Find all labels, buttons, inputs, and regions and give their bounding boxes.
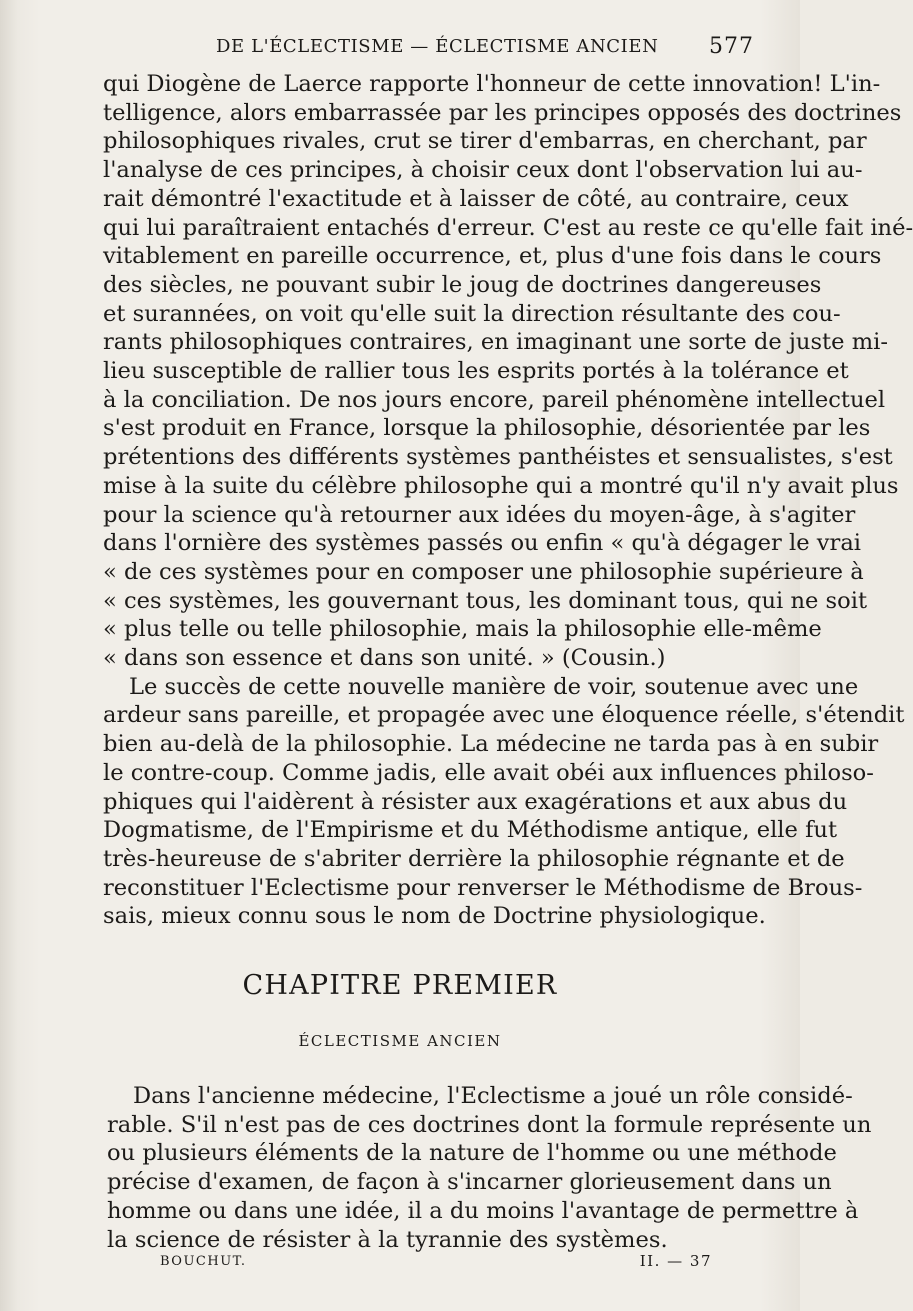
text-line: reconstituer l'Eclectisme pour renverser le Méthodisme de Brous- bbox=[103, 874, 863, 901]
page-header bbox=[104, 32, 754, 66]
text-line: bien au-delà de la philosophie. La médecine ne tarda pas à en subir bbox=[103, 731, 879, 758]
text-line: la science de résister à la tyrannie des systèmes. bbox=[107, 1226, 668, 1253]
text-line: à la conciliation. De nos jours encore, pareil phénomène intellectuel bbox=[103, 386, 886, 413]
running-title: DE L'ÉCLECTISME — ÉCLECTISME ANCIEN bbox=[216, 36, 659, 57]
text-line: qui Diogène de Laerce rapporte l'honneur de cette innovation! L'in- bbox=[103, 71, 881, 97]
text-line: le contre-coup. Comme jadis, elle avait obéi aux influences philoso- bbox=[103, 759, 874, 786]
text-line: homme ou dans une idée, il a du moins l'avantage de permettre à bbox=[107, 1197, 859, 1224]
text-line: Dans l'ancienne médecine, l'Eclectisme a joué un rôle considé- bbox=[133, 1083, 853, 1109]
text-line: philosophiques rivales, crut se tirer d'embarras, en cherchant, par bbox=[103, 128, 867, 155]
text-line: et surannées, on voit qu'elle suit la direction résultante des cou- bbox=[103, 300, 841, 327]
page-footer bbox=[160, 1254, 712, 1276]
text-line: rants philosophiques contraires, en imaginant une sorte de juste mi- bbox=[103, 329, 888, 356]
paragraph-1 bbox=[103, 70, 913, 673]
text-line: précise d'examen, de façon à s'incarner glorieusement dans un bbox=[107, 1169, 832, 1196]
text-line: « plus telle ou telle philosophie, mais la philosophie elle-même bbox=[103, 616, 822, 643]
text-line: s'est produit en France, lorsque la philosophie, désorientée par les bbox=[103, 415, 871, 442]
text-line: ou plusieurs éléments de la nature de l'homme ou une méthode bbox=[107, 1140, 837, 1167]
text-line: vitablement en pareille occurrence, et, plus d'une fois dans le cours bbox=[103, 243, 882, 270]
body-text bbox=[103, 70, 913, 931]
text-line: telligence, alors embarrassée par les principes opposés des doctrines bbox=[103, 99, 902, 126]
text-line: mise à la suite du célèbre philosophe qui a montré qu'il n'y avait plus bbox=[103, 472, 899, 499]
text-line: des siècles, ne pouvant subir le joug de doctrines dangereuses bbox=[103, 271, 822, 298]
text-line: « dans son essence et dans son unité. » (Cousin.) bbox=[103, 645, 666, 672]
text-line: sais, mieux connu sous le nom de Doctrine physiologique. bbox=[103, 903, 766, 930]
section-title: ÉCLECTISME ANCIEN bbox=[298, 1032, 502, 1050]
signature-mark-author: BOUCHUT. bbox=[160, 1254, 247, 1269]
text-line: lieu susceptible de rallier tous les esprits portés à la tolérance et bbox=[103, 358, 849, 385]
paragraph-2 bbox=[103, 673, 905, 931]
text-line: rait démontré l'exactitude et à laisser de côté, au contraire, ceux bbox=[103, 185, 849, 212]
body-text-chapter bbox=[107, 1082, 872, 1254]
text-line: Le succès de cette nouvelle manière de voir, soutenue avec une bbox=[129, 673, 859, 700]
chapter-title: CHAPITRE PREMIER bbox=[242, 970, 558, 1001]
text-line: Dogmatisme, de l'Empirisme et du Méthodisme antique, elle fut bbox=[103, 817, 838, 844]
text-line: qui lui paraîtraient entachés d'erreur. C'est au reste ce qu'elle fait iné- bbox=[103, 214, 913, 241]
text-line: phiques qui l'aidèrent à résister aux exagérations et aux abus du bbox=[103, 788, 848, 815]
text-line: très-heureuse de s'abriter derrière la philosophie régnante et de bbox=[103, 845, 845, 872]
text-line: ardeur sans pareille, et propagée avec une éloquence réelle, s'étendit bbox=[103, 702, 905, 729]
text-line: « ces systèmes, les gouvernant tous, les dominant tous, qui ne soit bbox=[103, 587, 868, 614]
signature-mark-volume: II. — 37 bbox=[639, 1252, 712, 1270]
text-line: pour la science qu'à retourner aux idées du moyen-âge, à s'agiter bbox=[103, 501, 856, 528]
paragraph-3 bbox=[107, 1082, 872, 1254]
text-line: rable. S'il n'est pas de ces doctrines dont la formule représente un bbox=[107, 1111, 872, 1138]
text-line: l'analyse de ces principes, à choisir ceux dont l'observation lui au- bbox=[103, 157, 863, 184]
text-line: prétentions des différents systèmes panthéistes et sensualistes, s'est bbox=[103, 444, 893, 471]
text-line: « de ces systèmes pour en composer une philosophie supérieure à bbox=[103, 558, 864, 585]
page-number: 577 bbox=[709, 34, 754, 59]
text-line: dans l'ornière des systèmes passés ou enfin « qu'à dégager le vrai bbox=[103, 530, 862, 557]
